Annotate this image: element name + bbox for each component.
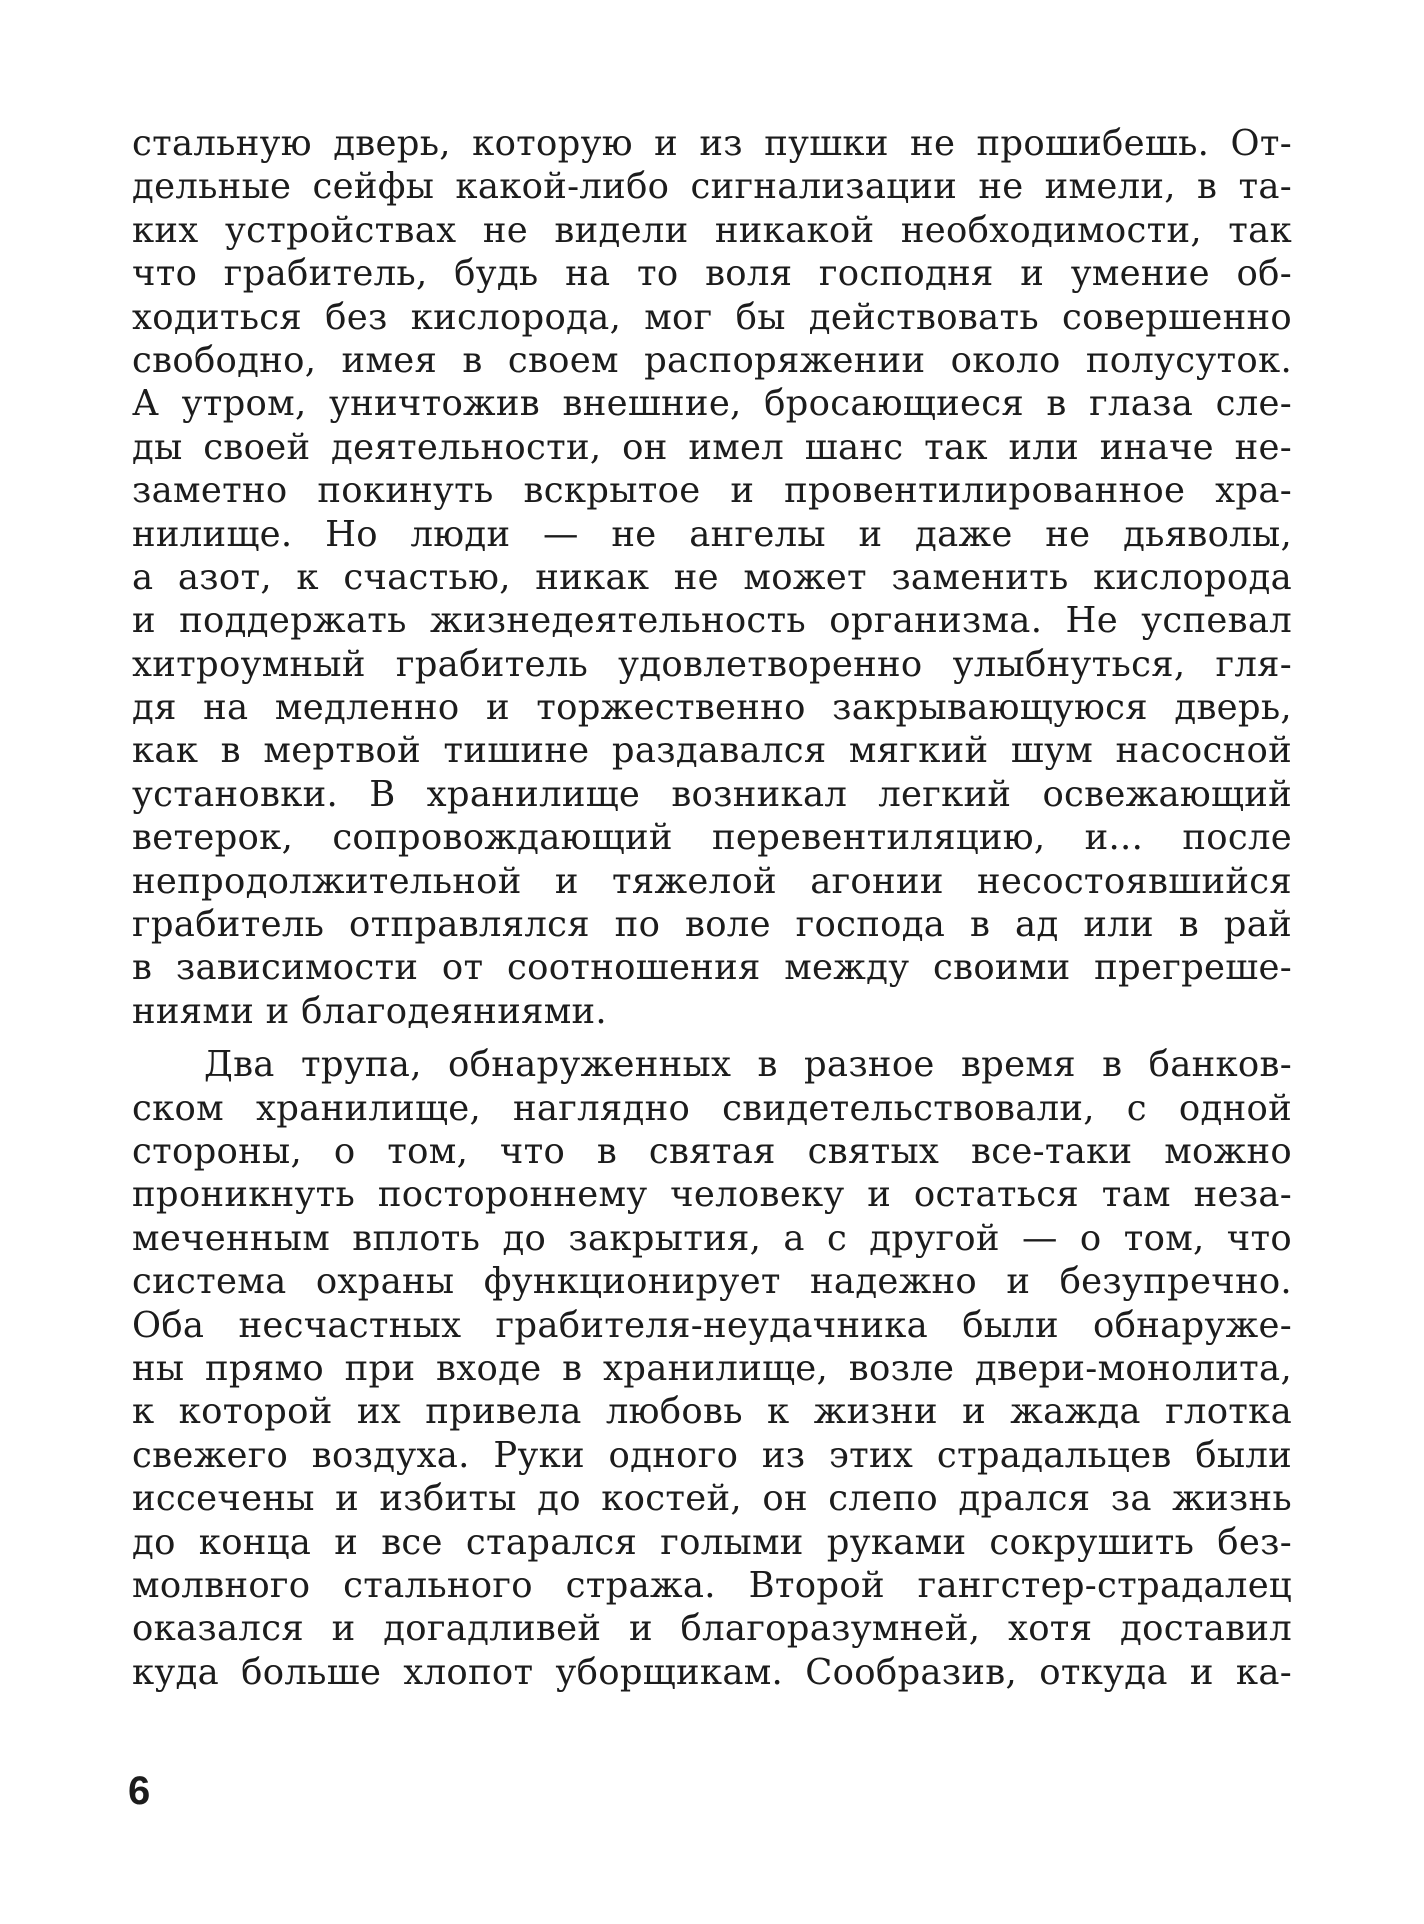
paragraph-2 bbox=[132, 1043, 1292, 1694]
text-line: меченным вплоть до закрытия, а с другой — о том, что bbox=[132, 1217, 1292, 1259]
text-line: свежего воздуха. Руки одного из этих страдальцев были bbox=[132, 1434, 1292, 1476]
text-line: система охраны функционирует надежно и безупречно. bbox=[132, 1261, 1292, 1303]
text-line: ды своей деятельности, он имел шанс так или иначе не- bbox=[132, 426, 1292, 468]
text-line: ском хранилище, наглядно свидетельствовали, с одной bbox=[132, 1087, 1292, 1129]
text-line: непродолжительной и тяжелой агонии несостоявшийся bbox=[132, 860, 1292, 902]
text-line: стороны, о том, что в святая святых все-таки можно bbox=[132, 1130, 1292, 1172]
text-line: дельные сейфы какой-либо сигнализации не имели, в та- bbox=[132, 166, 1292, 208]
text-line: молвного стального стража. Второй гангстер-страдалец bbox=[132, 1564, 1292, 1606]
text-line: стальную дверь, которую и из пушки не прошибешь. От- bbox=[132, 123, 1292, 164]
text-line: до конца и все старался голыми руками сокрушить без- bbox=[132, 1521, 1292, 1563]
text-line: грабитель отправлялся по воле господа в ад или в рай bbox=[132, 904, 1292, 946]
text-line: нилище. Но люди — не ангелы и даже не дьяволы, bbox=[132, 513, 1292, 555]
text-line: ниями и благодеяниями. bbox=[132, 990, 607, 1032]
text-line: в зависимости от соотношения между своими прегреше- bbox=[132, 947, 1292, 989]
text-line: как в мертвой тишине раздавался мягкий шум насосной bbox=[132, 730, 1292, 772]
text-line: куда больше хлопот уборщикам. Сообразив, откуда и ка- bbox=[132, 1651, 1292, 1693]
text-line: а азот, к счастью, никак не может заменить кислорода bbox=[132, 556, 1292, 598]
text-line: ких устройствах не видели никакой необходимости, так bbox=[132, 209, 1292, 251]
text-line: что грабитель, будь на то воля господня и умение об- bbox=[132, 253, 1292, 295]
text-line: А утром, уничтожив внешние, бросающиеся в глаза сле- bbox=[132, 383, 1292, 425]
text-line: ветерок, сопровождающий перевентиляцию, и... после bbox=[132, 817, 1292, 859]
text-line: Два трупа, обнаруженных в разное время в банков- bbox=[204, 1044, 1292, 1086]
text-line: хитроумный грабитель удовлетворенно улыбнуться, гля- bbox=[132, 643, 1292, 685]
text-line: заметно покинуть вскрытое и провентилированное хра- bbox=[132, 470, 1292, 512]
text-line: дя на медленно и торжественно закрывающуюся дверь, bbox=[132, 687, 1292, 729]
paragraph-gap bbox=[132, 1033, 1292, 1043]
text-line: и поддержать жизнедеятельность организма. Не успевал bbox=[132, 600, 1292, 642]
text-line: ны прямо при входе в хранилище, возле двери-монолита, bbox=[132, 1347, 1292, 1389]
text-line: иссечены и избиты до костей, он слепо дрался за жизнь bbox=[132, 1478, 1292, 1520]
text-line: проникнуть постороннему человеку и остаться там неза- bbox=[132, 1174, 1292, 1216]
body-text bbox=[132, 122, 1292, 1694]
text-line: свободно, имея в своем распоряжении около полусуток. bbox=[132, 339, 1292, 381]
text-line: к которой их привела любовь к жизни и жажда глотка bbox=[132, 1391, 1292, 1433]
text-line: ходиться без кислорода, мог бы действовать совершенно bbox=[132, 296, 1292, 338]
text-line: установки. В хранилище возникал легкий освежающий bbox=[132, 773, 1292, 815]
text-line: оказался и догадливей и благоразумней, хотя доставил bbox=[132, 1608, 1292, 1650]
text-line: Оба несчастных грабителя-неудачника были обнаруже- bbox=[132, 1304, 1292, 1346]
page-number: 6 bbox=[128, 1769, 151, 1813]
paragraph-1 bbox=[132, 122, 1292, 1033]
